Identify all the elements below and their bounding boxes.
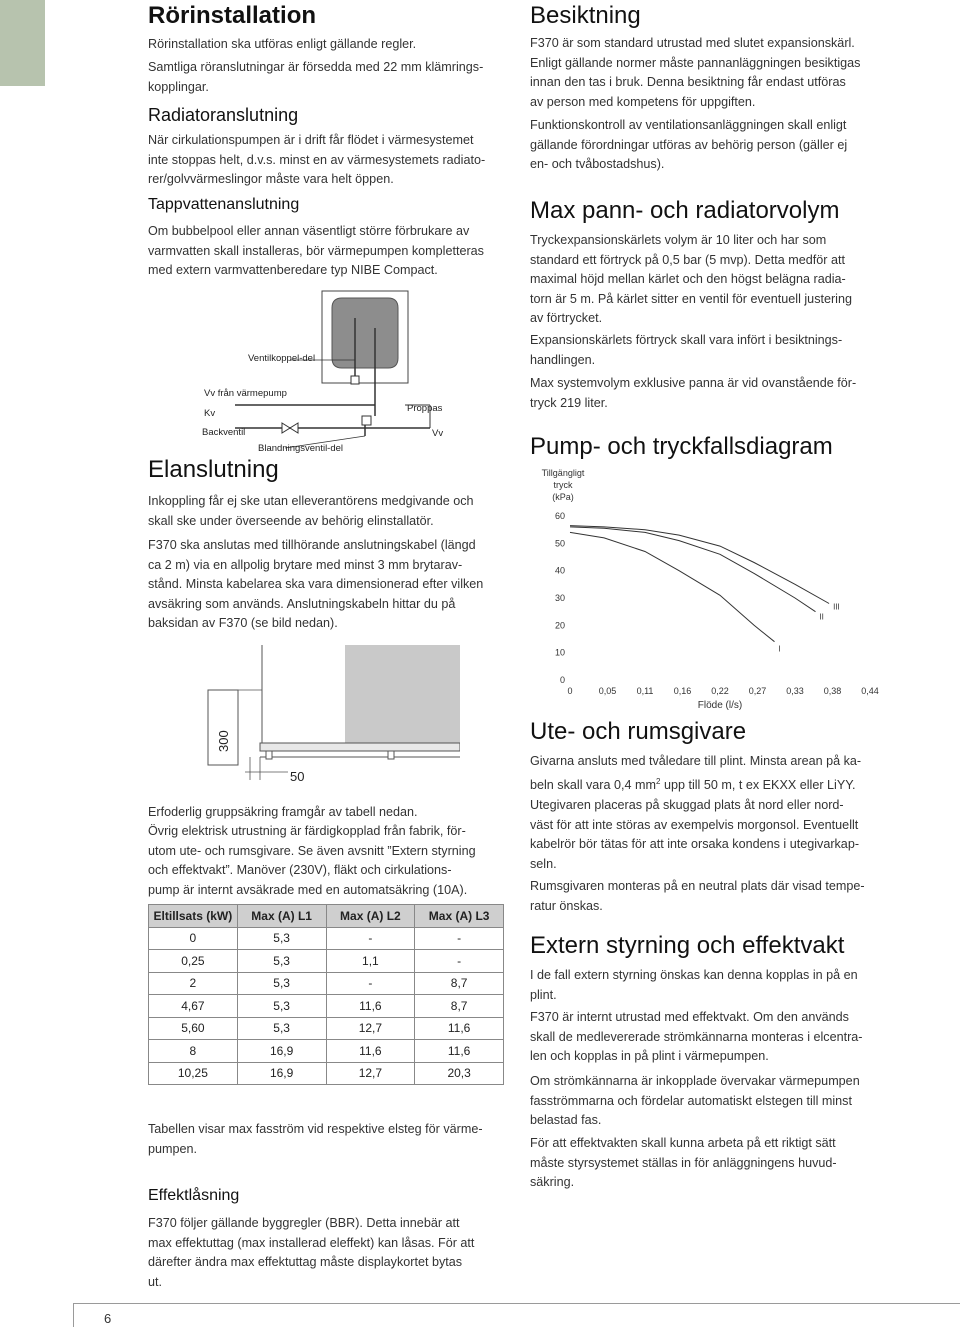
fuse-table xyxy=(148,904,504,1085)
label-backventil: Backventil xyxy=(202,427,246,438)
el-text-1: Inkoppling får ej ske utan elleverantörens medgivande och skall ske under överseende av behörig elinstallatör. xyxy=(148,494,474,528)
ute-text-1: Givarna ansluts med tvåledare till plint. Minsta arean på ka- beln skall vara 0,4 $mm^2$ upp till 50 m, t ex EKXX eller LiYY. xyxy=(530,754,862,792)
chart-ylabel xyxy=(542,468,585,502)
ylabel-line: tryck xyxy=(553,480,573,490)
label-vv: Vv xyxy=(432,428,444,439)
ror-text-2: Samtliga röranslutningar är försedda med 22 mm klämrings- kopplingar. xyxy=(148,60,484,94)
footer-rule xyxy=(73,1303,960,1304)
ror-text-1: Rörinstallation ska utföras enligt gällande regler. xyxy=(148,37,417,51)
label-kv: Kv xyxy=(204,408,216,419)
series-line-iii xyxy=(570,526,829,604)
mixing-valve xyxy=(362,416,371,425)
besiktning-title: Besiktning xyxy=(530,2,641,29)
x-tick-label: 0,38 xyxy=(823,686,842,696)
effekt-title: Effektlåsning xyxy=(148,1187,240,1204)
dim-depth-label: 50 xyxy=(290,769,305,784)
radiator-text: När cirkulationspumpen är i drift får flödet i värmesystemet inte stoppas helt, d.v.s. minst en av värmesystemets radiato- rer/golvvärmeslingor måste vara helt öppen. xyxy=(148,133,486,186)
pump-title: Pump- och tryckfallsdiagram xyxy=(530,433,833,460)
table-header: Max (A) L2 xyxy=(326,905,415,928)
y-tick-label: 30 xyxy=(554,593,565,603)
y-tick-label: 60 xyxy=(554,511,565,521)
table-row: 8 16,9 11,6 11,6 xyxy=(149,1040,504,1063)
table-header-row xyxy=(149,905,504,928)
x-tick-label: 0 xyxy=(567,686,573,696)
el-text-2: F370 ska anslutas med tillhörande anslutningskabel (längd ca 2 m) via en allpolig brytare med minst 3 mm brytarav- stånd. Minsta kabelarea ska vara dimensionerad efter vilken avsäkring som används. Anslutningskabeln hittar du på baksidan av F370 (se bild nedan). xyxy=(148,538,484,630)
series-label: III xyxy=(833,602,840,612)
ylabel-line: Tillgängligt xyxy=(541,468,585,478)
cable-dimension-drawing xyxy=(200,640,460,790)
x-tick-label: 0,11 xyxy=(636,686,654,696)
label-ventilkoppel: Ventilkoppel-del xyxy=(248,353,316,364)
pipe-connection-diagram xyxy=(190,288,490,458)
table-row: 0,25 5,3 1,1 - xyxy=(149,950,504,973)
table-row: 0 5,3 - - xyxy=(149,927,504,950)
water-heater-tank xyxy=(332,298,398,368)
table-header: Max (A) L3 xyxy=(415,905,504,928)
x-tick-label: 0,27 xyxy=(748,686,767,696)
ute-text-3: Rumsgivaren monteras på en neutral plats där visad tempe- ratur önskas. xyxy=(530,879,865,913)
dimension-box xyxy=(208,690,238,765)
check-valve xyxy=(282,423,290,433)
tapp-text: Om bubbelpool eller annan väsentligt större förbrukare av varmvatten skall installeras, bör värmepumpen kompletteras med extern varmvattenberedare typ NIBE Compact. xyxy=(148,224,484,277)
chart-xlabel: Flöde (l/s) xyxy=(697,700,743,711)
extern-text-3: Om strömkännarna är inkopplade övervakar värmepumpen fasströmmarna och fördelar automatiskt elstegen till minst belastad fas. xyxy=(530,1074,860,1127)
table-row: 10,25 16,9 12,7 20,3 xyxy=(149,1062,504,1085)
maxvol-text-2: Expansionskärlets förtryck skall vara infört i besiktnings- handlingen. xyxy=(530,333,843,367)
extern-text-4: För att effektvakten skall kunna arbeta på ett riktigt sätt måste styrsystemet ställas in för anläggningens huvud- säkring. xyxy=(530,1136,837,1189)
ylabel-line: (kPa) xyxy=(552,492,574,502)
y-tick-label: 0 xyxy=(559,675,565,685)
series-line-i xyxy=(570,532,775,641)
extern-text-2: F370 är internt utrustad med effektvakt. Om den används skall de medlevererade strömkännarna monteras i elcentra- len och kopplas in på plint i värmepumpen. xyxy=(530,1010,863,1063)
x-tick-label: 0,05 xyxy=(598,686,617,696)
besiktning-text-1: F370 är som standard utrustad med slutet expansionskärl. Enligt gällande normer måste pannanläggningen besiktigas innan den tas i bruk. Denna besiktning får endast utföras av person med kompetens för uppgiften. xyxy=(530,36,861,109)
dim-height-label: 300 xyxy=(216,730,231,752)
y-tick-label: 40 xyxy=(554,565,565,576)
chapter-tab-marker xyxy=(0,0,45,86)
ute-title: Ute- och rumsgivare xyxy=(530,718,747,745)
maxvol-title: Max pann- och radiatorvolym xyxy=(530,197,840,224)
extern-text-1: I de fall extern styrning önskas kan denna kopplas in på en plint. xyxy=(530,968,858,1002)
pump-pressure-chart xyxy=(525,460,885,715)
maxvol-text-1: Tryckexpansionskärlets volym är 10 liter och har som standard ett förtryck på 0,5 bar (5 mvp). Detta medför att maximal höjd mellan kärlet och den högst belägna radia- torn är 5 m. På kärlet sitter en ventil för eventuell justering av förtrycket. xyxy=(530,233,852,325)
label-blandning: Blandningsventil-del xyxy=(258,443,344,454)
y-tick-label: 10 xyxy=(554,647,565,658)
unit-base-plate xyxy=(260,743,460,751)
series-label: II xyxy=(819,612,824,622)
y-tick-label: 50 xyxy=(554,538,565,549)
x-tick-label: 0,44 xyxy=(861,686,879,696)
label-vv-fran: Vv från värmepump xyxy=(204,388,287,399)
maxvol-text-3: Max systemvolym exklusive panna är vid ovanstående för- tryck 219 liter. xyxy=(530,376,857,410)
effekt-text: F370 följer gällande byggregler (BBR). Detta innebär att max effektuttag (max installerad eleffekt) kan låsas. För att därefter ändra max effektuttag måste displaykortet bytas ut. xyxy=(148,1216,475,1289)
el-title: Elanslutning xyxy=(148,456,279,483)
table-header: Max (A) L1 xyxy=(237,905,326,928)
unit-side-shading xyxy=(345,645,460,745)
valve-block xyxy=(351,376,359,384)
series-label: I xyxy=(778,644,781,654)
x-tick-label: 0,22 xyxy=(711,686,729,696)
table-row: 4,67 5,3 11,6 8,7 xyxy=(149,995,504,1018)
table-note: Tabellen visar max fasström vid respektive elsteg för värme- pumpen. xyxy=(148,1122,483,1156)
label-proppas: Proppas xyxy=(407,403,443,414)
foot-right xyxy=(388,751,394,759)
fuse-text-2: Övrig elektrisk utrustning är färdigkopplad från fabrik, för- utom ute- och rumsgivare. Se även avsnitt ”Extern styrning och effektvakt”. Manöver (230V), fläkt och cirkulations- pump är internt avsäkrade med en automatsäkring (10A). xyxy=(148,824,476,897)
table-header: Eltillsats (kW) xyxy=(149,905,238,928)
ute-text-2: Utegivaren placeras på skuggad plats åt nord eller nord- väst för att inte störas av exempelvis morgonsol. Eventuellt kabelrör bör tätas för att inte orsaka kondens i utegivarkap- seln. xyxy=(530,798,860,871)
ror-title: Rörinstallation xyxy=(148,2,317,29)
footer-tick xyxy=(73,1303,74,1327)
y-tick-label: 20 xyxy=(554,620,565,631)
tapp-title: Tappvattenanslutning xyxy=(148,196,300,213)
foot-left xyxy=(266,751,272,759)
series-line-ii xyxy=(570,527,816,612)
radiator-title: Radiatoranslutning xyxy=(148,105,299,125)
x-tick-label: 0,33 xyxy=(786,686,804,696)
fuse-text-1: Erfoderlig gruppsäkring framgår av tabell nedan. xyxy=(148,805,418,819)
extern-title: Extern styrning och effektvakt xyxy=(530,932,845,959)
page-number: 6 xyxy=(104,1311,112,1326)
x-tick-label: 0,16 xyxy=(673,686,692,696)
table-row: 5,60 5,3 12,7 11,6 xyxy=(149,1017,504,1040)
table-row: 2 5,3 - 8,7 xyxy=(149,972,504,995)
besiktning-text-2: Funktionskontroll av ventilationsanläggningen skall enligt gällande förordningar utföras av behörig person (gäller ej en- och tvåbostadshus). xyxy=(530,118,848,171)
